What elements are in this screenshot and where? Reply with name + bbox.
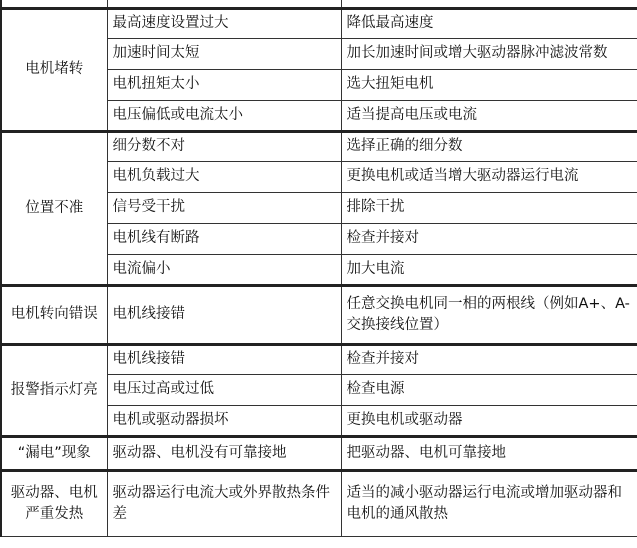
cause-cell: 电机线接错 [107, 285, 341, 344]
table-row [1, 436, 637, 470]
table-row [1, 470, 637, 536]
cause-cell: 电压偏低或电流太小 [107, 100, 341, 131]
fix-cell: 更换电机或驱动器 [341, 405, 637, 436]
cause-cell: 电压过高或过低 [107, 374, 341, 405]
cause-cell: 电机扭矩太小 [107, 69, 341, 100]
fix-cell: 把驱动器、电机可靠接地 [341, 436, 637, 470]
fix-cell: 检查电源 [341, 374, 637, 405]
symptom-cell: 电机堵转 [1, 8, 107, 131]
symptom-cell: 位置不准 [1, 131, 107, 285]
table-row [1, 285, 637, 344]
cause-cell: 电机负载过大 [107, 161, 341, 192]
cause-cell: 信号受干扰 [107, 192, 341, 223]
cause-cell: 驱动器运行电流大或外界散热条件差 [107, 470, 341, 536]
symptom-cell: 驱动器、电机严重发热 [1, 470, 107, 536]
table-row [1, 131, 637, 161]
symptom-cell: 报警指示灯亮 [1, 344, 107, 436]
fix-cell: 检查并接对 [341, 344, 637, 374]
fix-cell: 降低最高速度 [341, 8, 637, 38]
cause-cell: 电流偏小 [107, 254, 341, 285]
table-row [1, 344, 637, 374]
fix-cell: 任意交换电机同一相的两根线（例如A+、A- 交换接线位置） [341, 285, 637, 344]
fix-cell: 加长加速时间或增大驱动器脉冲滤波常数 [341, 38, 637, 69]
fix-cell: 适当的减小驱动器运行电流或增加驱动器和电机的通风散热 [341, 470, 637, 536]
table-header-sliver [1, 0, 637, 8]
cause-cell: 最高速度设置过大 [107, 8, 341, 38]
cause-cell: 电机线接错 [107, 344, 341, 374]
symptom-cell: 电机转向错误 [1, 285, 107, 344]
fix-cell: 检查并接对 [341, 223, 637, 254]
cause-cell: 电机或驱动器损坏 [107, 405, 341, 436]
cause-cell: 加速时间太短 [107, 38, 341, 69]
cause-cell: 细分数不对 [107, 131, 341, 161]
fix-cell: 更换电机或适当增大驱动器运行电流 [341, 161, 637, 192]
table-row [1, 8, 637, 38]
symptom-cell: “漏电”现象 [1, 436, 107, 470]
fix-cell: 加大电流 [341, 254, 637, 285]
fix-cell: 适当提高电压或电流 [341, 100, 637, 131]
fix-cell: 选择正确的细分数 [341, 131, 637, 161]
fix-cell: 选大扭矩电机 [341, 69, 637, 100]
fix-cell: 排除干扰 [341, 192, 637, 223]
cause-cell: 驱动器、电机没有可靠接地 [107, 436, 341, 470]
cause-cell: 电机线有断路 [107, 223, 341, 254]
